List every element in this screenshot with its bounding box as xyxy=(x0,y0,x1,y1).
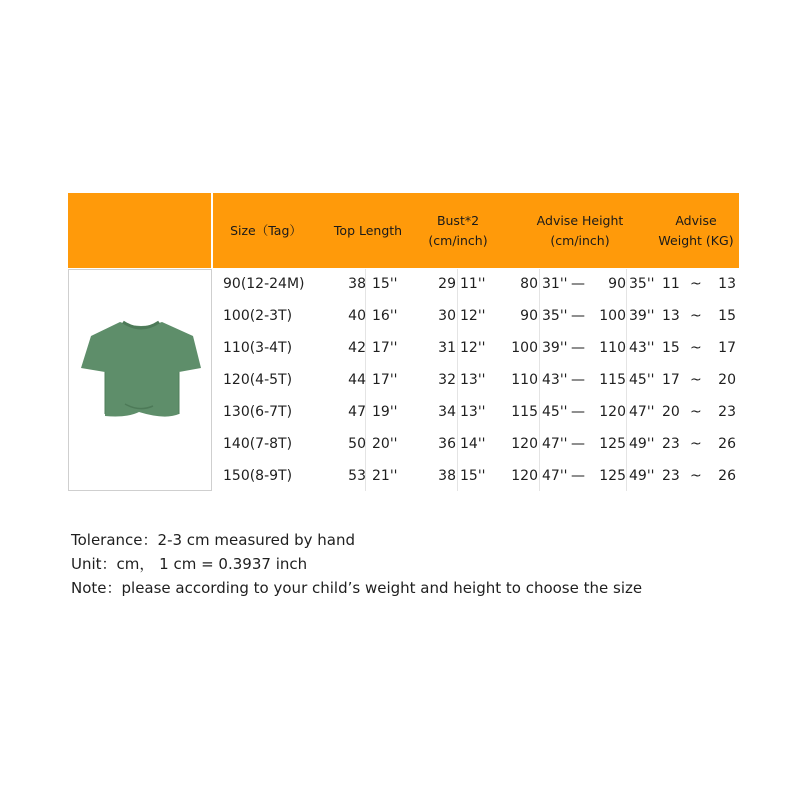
cell-h2-cm: 115 xyxy=(599,372,626,388)
cell-w2: 13 xyxy=(718,276,736,292)
cell-w2: 23 xyxy=(718,404,736,420)
cell-h1-in: 45'' xyxy=(542,404,568,420)
cell-h1-in: 35'' xyxy=(542,308,568,324)
cell-h1-cm: 120 xyxy=(511,468,538,484)
cell-tilde: ~ xyxy=(690,468,702,484)
cell-bust-cm: 31 xyxy=(438,340,456,356)
cell-bust-in: 12'' xyxy=(460,340,486,356)
table-row xyxy=(68,364,739,396)
cell-len-in: 21'' xyxy=(372,468,398,484)
table-row xyxy=(68,396,739,428)
cell-w1: 15 xyxy=(662,340,680,356)
cell-bust-cm: 34 xyxy=(438,404,456,420)
cell-bust-cm: 30 xyxy=(438,308,456,324)
cell-bust-in: 15'' xyxy=(460,468,486,484)
cell-w1: 23 xyxy=(662,436,680,452)
cell-h1-cm: 80 xyxy=(520,276,538,292)
tolerance-note: Tolerance：2-3 cm measured by hand xyxy=(71,531,356,549)
cell-h1-cm: 110 xyxy=(511,372,538,388)
cell-tilde: ~ xyxy=(690,276,702,292)
table-header xyxy=(68,193,739,268)
header-divider xyxy=(211,193,213,268)
cell-dash: — xyxy=(571,308,585,324)
cell-h2-in: 45'' xyxy=(629,372,655,388)
cell-h1-cm: 115 xyxy=(511,404,538,420)
cell-h1-in: 47'' xyxy=(542,436,568,452)
cell-tilde: ~ xyxy=(690,372,702,388)
cell-len-cm: 50 xyxy=(348,436,366,452)
cell-h1-in: 47'' xyxy=(542,468,568,484)
cell-bust-cm: 32 xyxy=(438,372,456,388)
cell-size: 140(7-8T) xyxy=(223,436,293,452)
cell-len-cm: 38 xyxy=(348,276,366,292)
cell-w2: 20 xyxy=(718,372,736,388)
table-row xyxy=(68,300,739,332)
cell-h2-in: 43'' xyxy=(629,340,655,356)
cell-size: 100(2-3T) xyxy=(223,308,293,324)
cell-len-in: 19'' xyxy=(372,404,398,420)
cell-bust-in: 13'' xyxy=(460,372,486,388)
cell-len-in: 17'' xyxy=(372,340,398,356)
cell-w1: 20 xyxy=(662,404,680,420)
cell-len-cm: 40 xyxy=(348,308,366,324)
cell-bust-cm: 29 xyxy=(438,276,456,292)
cell-size: 90(12-24M) xyxy=(223,276,305,292)
cell-h2-in: 35'' xyxy=(629,276,655,292)
cell-bust-cm: 38 xyxy=(438,468,456,484)
cell-h2-in: 49'' xyxy=(629,436,655,452)
cell-h1-in: 39'' xyxy=(542,340,568,356)
cell-w2: 17 xyxy=(718,340,736,356)
cell-bust-in: 11'' xyxy=(460,276,486,292)
cell-len-cm: 47 xyxy=(348,404,366,420)
header-advise-height: Advise Height (cm/inch) xyxy=(536,213,624,248)
cell-bust-in: 12'' xyxy=(460,308,486,324)
cell-w2: 15 xyxy=(718,308,736,324)
cell-dash: — xyxy=(571,276,585,292)
cell-h2-cm: 110 xyxy=(599,340,626,356)
cell-size: 120(4-5T) xyxy=(223,372,293,388)
cell-h1-cm: 90 xyxy=(520,308,538,324)
notes-section xyxy=(71,528,642,600)
cell-h2-in: 47'' xyxy=(629,404,655,420)
cell-h2-in: 39'' xyxy=(629,308,655,324)
cell-h2-in: 49'' xyxy=(629,468,655,484)
cell-h1-in: 43'' xyxy=(542,372,568,388)
table-row xyxy=(68,268,739,300)
cell-len-in: 20'' xyxy=(372,436,398,452)
cell-h2-cm: 120 xyxy=(599,404,626,420)
cell-tilde: ~ xyxy=(690,340,702,356)
cell-dash: — xyxy=(571,404,585,420)
cell-h2-cm: 125 xyxy=(599,468,626,484)
cell-dash: — xyxy=(571,340,585,356)
cell-size: 150(8-9T) xyxy=(223,468,293,484)
cell-bust-in: 14'' xyxy=(460,436,486,452)
table-row xyxy=(68,460,739,492)
cell-h1-cm: 120 xyxy=(511,436,538,452)
header-advise-weight: Advise Weight (KG) xyxy=(658,213,734,248)
cell-h1-in: 31'' xyxy=(542,276,568,292)
cell-w1: 23 xyxy=(662,468,680,484)
header-bust: Bust*2 (cm/inch) xyxy=(428,213,488,248)
cell-h2-cm: 125 xyxy=(599,436,626,452)
cell-len-in: 15'' xyxy=(372,276,398,292)
header-top-length: Top Length xyxy=(333,223,403,238)
cell-size: 110(3-4T) xyxy=(223,340,293,356)
unit-note: Unit：cm， 1 cm = 0.3937 inch xyxy=(71,555,308,573)
cell-bust-in: 13'' xyxy=(460,404,486,420)
size-advice-note: Note：please according to your child’s weight and height to choose the size xyxy=(71,579,643,597)
cell-tilde: ~ xyxy=(690,308,702,324)
cell-size: 130(6-7T) xyxy=(223,404,293,420)
cell-len-cm: 42 xyxy=(348,340,366,356)
cell-len-in: 17'' xyxy=(372,372,398,388)
cell-tilde: ~ xyxy=(690,404,702,420)
cell-w1: 17 xyxy=(662,372,680,388)
cell-dash: — xyxy=(571,436,585,452)
cell-tilde: ~ xyxy=(690,436,702,452)
cell-w2: 26 xyxy=(718,436,736,452)
cell-h2-cm: 100 xyxy=(599,308,626,324)
cell-w1: 13 xyxy=(662,308,680,324)
cell-len-cm: 44 xyxy=(348,372,366,388)
cell-h1-cm: 100 xyxy=(511,340,538,356)
cell-dash: — xyxy=(571,468,585,484)
header-size: Size（Tag） xyxy=(230,223,302,238)
cell-dash: — xyxy=(571,372,585,388)
cell-h2-cm: 90 xyxy=(608,276,626,292)
table-row xyxy=(68,428,739,460)
cell-w1: 11 xyxy=(662,276,680,292)
table-row xyxy=(68,332,739,364)
cell-len-cm: 53 xyxy=(348,468,366,484)
cell-w2: 26 xyxy=(718,468,736,484)
cell-len-in: 16'' xyxy=(372,308,398,324)
cell-bust-cm: 36 xyxy=(438,436,456,452)
